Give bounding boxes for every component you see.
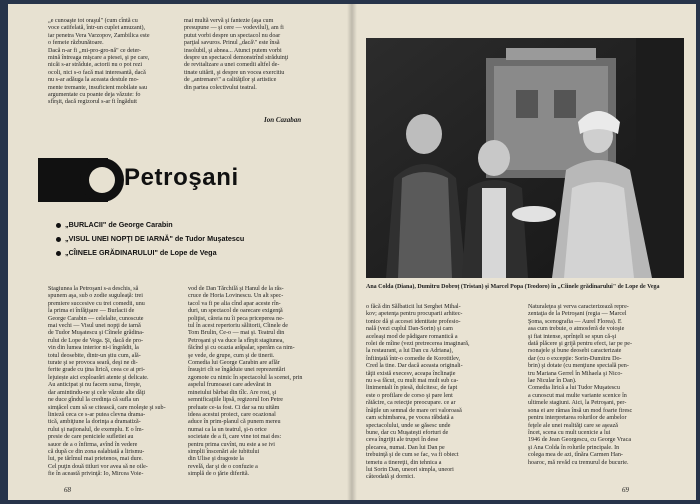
page-number-left: 68 — [64, 486, 71, 494]
bullet-item: „VISUL UNEI NOPŢI DE IARNĂ" de Tudor Muşatescu — [56, 234, 244, 243]
review-column-right: Naturaleţea şi verva caracterizează repre- zentaţia de la Petroşani (regia — Marcel Şoma, scenografia — Aurel Florea). E asa cum trebuie, o atmosferă de voioşie şi fiat intense, sprînţeli se spun că-şi dată plăcere şi grijă pentru efect, iar pe pe- rsonajele şi bune deosebi caracterizate dar (cu o excepţie: Sorin-Dumitru Do- brin) şi dotate (cu menţiune specială pen- tru Mariana Gerrel în Mihaela şi Nico- lae Nicular în Dan). Comedia lirică a lui Tudor Muşatescu a cunoscut mai multe variante scenice în ultimele stagiuni. Aici, la Petroşani, per- sona ei are rămas însă un mod foarte firesc pentru interpretarea rolurilor de ambelor feţele ale unei realităţi care se aşează încet, scena cu mult ucenicie a lui 1946 de Jean Georgescu, cu George Vraca şi Ana Colda în rolurile principale. In colega mea de azi, tînăra Carmen Han- hoaroc, mă revăd cu tremurul de bucurie. — [528, 304, 633, 466]
right-page — [352, 4, 696, 500]
intro-column-left: „e cunoaşte tot oraşul" (cum cîntă cu voce catifelată, într-un cuplet amuzant), iar penetra Vera Varzopov, Zambilica este o femeie răzbunătoare. Dacă n-ar fi ,,mi-pro-gro-nă" ce deter- mină întreaga mişcare a piesei, şi pe care, nicăi s-ar străduie, actorii nu o pot rezi ocoli, nici s-o facă mai interesantă, dacă nu s-ar adăuga la aceasta destule mo- mente tremante, insuficient mobilate sau argumentate cu poante deja văzute: fo sfîrşit, dacă regizorul s-ar fi îngăduit — [48, 18, 150, 106]
bullet-dot-icon — [56, 251, 61, 256]
bullet-dot-icon — [56, 223, 61, 228]
author-signature: Ion Cazaban — [264, 116, 302, 124]
body-column-left: Stagiunea la Petroşani s-a deschis, să spunem aşa, sub o zodie suguleaţă: trei premiere succesive cu trei comedii, unu la prima ei înfăţişare — Burlacii de George Carabin — celelalte, cunoscute mai vechi — Visul unei nopţi de iarnă de Tudor Muşatescu şi Cîinele grădina- rului de Lope de Vega. Şi, dacă de pro- vin din lumea interior ni-i îngrădit, la totul deosebite, dintr-un ştiu cum, ală- turate şi se provoca seară, deşi ne di- ferite grade cu ţina lirică, ceea ce ai pri- lejuiește aici exploarări atente şi delicate. Au anticipat şi nu facem sursa, fireşte, dar amintindu-ne şi cele văzute alte dăţi ne duce gîndul la credinţa că sufla un simţăcel cum să se citească, care moleşte şi sub- linieză ceca ce s-ar putea clevna drama- tică, ambiţiune la dorinţa a dramatiză- rului şi naţionalul, de exemplu. E o îm- presie de care peniciele sufletiei au sauor de a o înfirma, avînd în vedere că după ce din zona ealabiată a lirismu- lui, pe tărîmul mai prietenos, mai dure. Cel puţin două titluri vor avea să ne oile- fie în această privinţă: Io, Mircea Voie- — [48, 286, 166, 478]
page-number-right: 69 — [622, 486, 629, 494]
stage-photo — [366, 38, 684, 278]
review-column-left: o făcă din Sălbaticii lui Serghei Mihal- kov; apetenţa pentru procuparii arhitec- tonice dă şi accesei identitate profesio- nală (vezi cuplul Dan-Sorin) şi cam aceleaşi mod de pădigare romantică a rolei de mîine (vezi pretrecerea imaginară, la restaurant, a lui Dan cu Adriana), înfiinţată într-o comedie de Korotitlev, Cred la tine. Dar dacă aceasta originali- tăţii există execesv, aceapa înclinaţie nu s-a făcut, cu mult mai mult sub ca- linimentali în piesă, dulcitesc, de fapt este o profilare de corso şi pare lent rătăcire, ca reiecţie preocupare. ce ar înăţile un semnal de mare ori valoroasă cam schimbarea, pe vocea răbdată a spectacolului, unde se găsesc unde bune, dar cu Muşateşti eforturi de ceva îngrijit ale trupei în dese plecarea, numai. Dan lui Dan pe trebuinţă şi de cum se fac, va fi obiect temeiu a tinereţii, din tehnica a lui Sorin Dan, uneori simpla, uneori câteodată şi dornici. — [366, 304, 470, 481]
title-initial-hole — [89, 167, 115, 193]
bullet-item: „BURLACII" de George Carabin — [56, 220, 173, 229]
book-gutter — [347, 4, 357, 500]
section-title: Petroşani — [124, 164, 239, 191]
intro-column-right: mai multă vervă şi fantezie (aşa cum presupune — şi cere — vodevilul), am fi putut vorbi despre un spectacol nu doar parţial savuros. Prinul „dacă\" este însă insolubil, şi abnea... Atunci putem vorbi despre un spectacol demonstrînd străduinţi de revitalizare a unei comedii altfel de- tinate uitării, şi despre un vocea exercitiu de „antrenare\" a calităţilor şi artistice din partea colectivului teatral. — [184, 18, 289, 91]
photo-caption: Ana Colda (Diana), Dumitru Dobroţ (Tristan) şi Marcel Popa (Teodoro) în „Cîinele grădinarului" de Lope de Vega — [366, 284, 660, 290]
stage-photo-image — [366, 38, 684, 278]
book-spread — [8, 4, 696, 500]
body-column-right: vod de Dan Tărchilă şi Hanul de la răs- cruce de Horia Lovinescu. Un alt spec- tacol va fi pe alia cînd apar aceste rîn- duri, un spectacol de oarecare exigenţă poliţist, căreia nu îi peca priceperea ne- tul în acest repertoriu sălitorii, Cîinele de Tom Brulin, Ce-o — mai şi. Teatrul din Petroşani şi va duce la sfîrşit stagiunea, făcînd şi cu ocazia arăpalar, sperăm ca nim- şe vede, de grupe, cum şi de tinerii. Comedia lui George Carabin are aflăr însuşiri cît se îngăduie unei reprezentări zgomote cu nimic în spectacolul la scenei, prin aspelul frumoasei care adevărat in mineiului bărbat din tîlc. Are rost, şi semnificaţiile lipsă, regizorul Ion Petre preluate ce-ia fost. Ci dar sa nu uităm ideea acestui proiect, care ocazional aduce în prim-planul că punem mereu numai ca la un teatrul, şi-n orice societate de a fi, care vine tot mai des: pentru prima cuvînt, nu este a se ivi simplii înscenări ale iubitului din Ulise şi dragoste la revelă, dar şi de o confuzie a simplă de o ţărie diferită. — [188, 286, 303, 478]
left-page — [8, 4, 352, 500]
bullet-item: „CÎINELE GRĂDINARULUI" de Lope de Vega — [56, 248, 217, 257]
bullet-dot-icon — [56, 237, 61, 242]
